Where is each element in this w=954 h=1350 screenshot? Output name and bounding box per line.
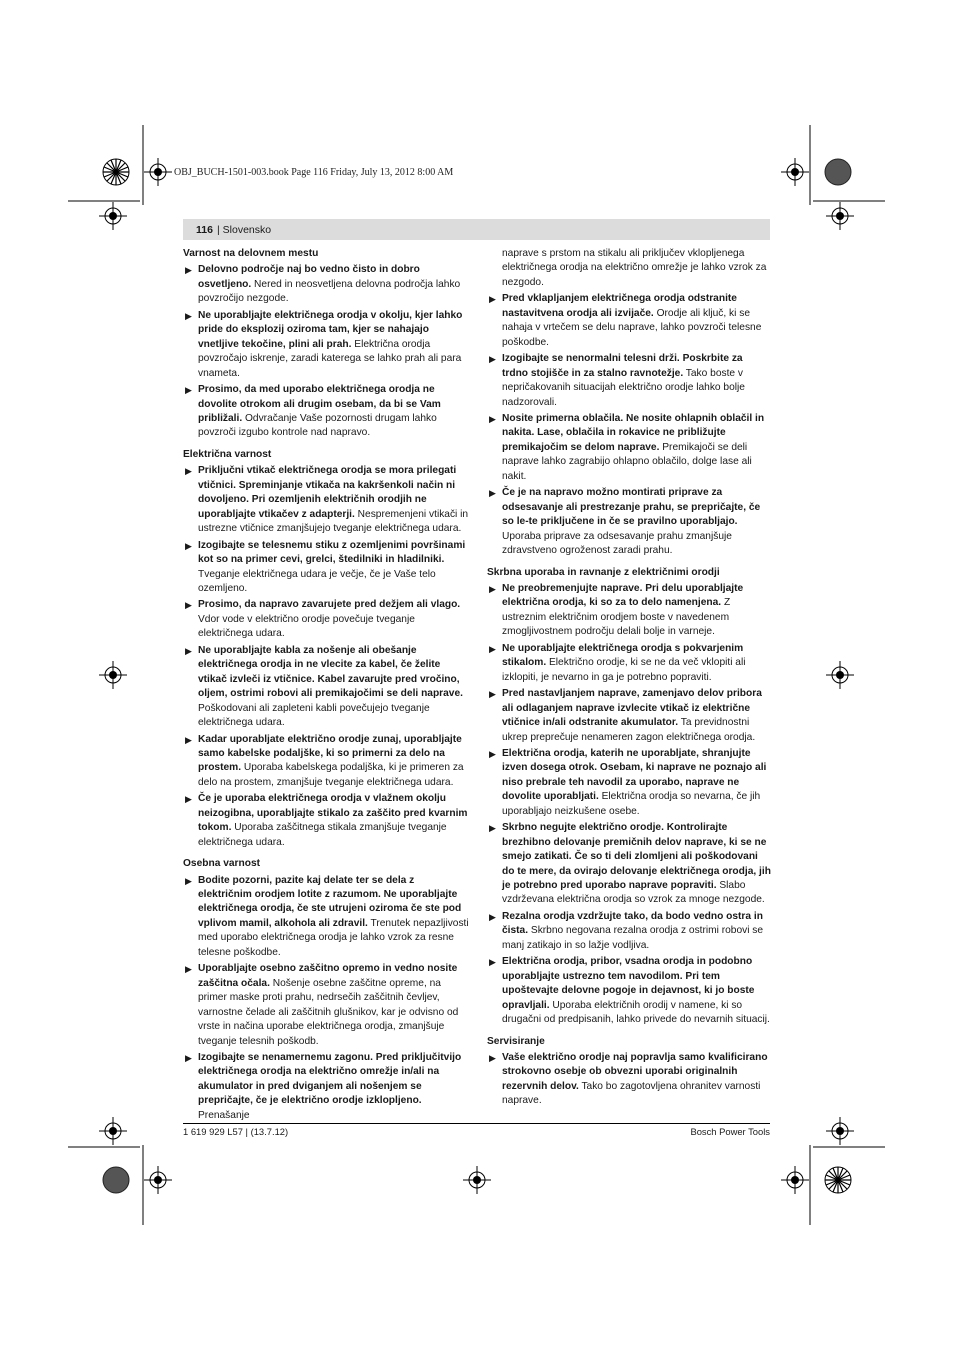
bullet-icon: ▶ [489,413,496,424]
list-item: ▶ Prosimo, da napravo zavarujete pred dežjem ali vlago. Vdor vode v električno orodje povečuje tveganje električnega udara. [185,599,461,640]
bullet-icon: ▶ [185,540,192,551]
list-item: ▶ Delovno področje naj bo vedno čisto in dobro osvetljeno. Nered in neosvetljena delovna področja lahko povzročijo nezgode. [185,264,461,305]
bullet-icon: ▶ [489,643,496,654]
list-item: ▶ Skrbno negujte električno orodje. Kontrolirajte brezhibno delovanje premičnih delov naprave, ki se ne smejo zatikati. Če so ti deli zlomljeni ali poškodovani do te mere, da ovirajo delovanje električnega orodja, jih je potrebno pred uporabo naprave popraviti. Slabo vzdrževana električna orodja so vzrok za mnoge nezgode. [489,822,771,906]
list-item: ▶ Kadar uporabljate električno orodje zunaj, uporabljajte samo kabelske podaljške, ki so primerni za delo na prostem. Uporaba kabelskega podaljška, ki je primeren za delo na prostem, zmanjšuje tveganje električnega udara. [185,733,464,788]
list-item: ▶ Ne uporabljajte kabla za nošenje ali obešanje električnega orodja in ne vlecite za kabel, če želite vtikač izvleči iz vtičnice. Kabel zavarujte pred vročino, oljem, ostrimi robovi ali premikajočimi se deli naprave. Poškodovani ali zapleteni kabli povečujejo tveganje električnega udara. [185,644,463,729]
bullet-icon: ▶ [489,823,496,834]
list-item: ▶ Pred vklapljanjem električnega orodja odstranite nastavitvena orodja ali izvijače. Orodje ali ključ, ki se nahaja v vrtečem se delu naprave, lahko povzroči telesne poškodbe. [489,293,762,348]
bullet-icon: ▶ [185,1053,192,1064]
bullet-icon: ▶ [185,734,192,745]
bullet-icon: ▶ [185,385,192,396]
list-item: ▶ Izogibajte se nenamernemu zagonu. Pred priključitvijo električnega orodja na električno omrežje in/ali na akumulator in pred dviganjem ali nošenjem se prepričajte, če je električno orodje izklopljeno. Prenašanje [185,1052,462,1121]
list-item: ▶ Izogibajte se nenormalni telesni drži. Poskrbite za trdno stojišče in za stalno ravnotežje. Tako boste v nepričakovanih situacijah električno orodje lahko bolje nadzorovali. [489,353,745,408]
section-name: | Slovensko [217,224,272,236]
list-item: ▶ Ne uporabljajte električnega orodja v okolju, kjer lahko pride do eksplozij oziroma tam, kjer se nahajajo vnetljive tekočine, plini ali prah. Električna orodja povzročajo iskrenje, zaradi katerega se lahko prah ali para vnameta. [185,309,463,379]
list-item: ▶ Če je uporaba električnega orodja v vlažnem okolju neizogibna, uporabljajte stikalo za zaščito pred kvarnim tokom. Uporaba zaščitnega stikala zmanjšuje tveganje električnega udara. [185,793,468,848]
bullet-icon: ▶ [185,600,192,611]
bullet-icon: ▶ [489,748,496,759]
footer-rule [183,1123,770,1124]
bullet-icon: ▶ [489,354,496,365]
section-heading: Servisiranje [487,1035,545,1047]
right-column [487,247,771,1111]
list-item: ▶ Pred nastavljanjem naprave, zamenjavo delov pribora ali odlaganjem naprave izvlecite vtikač iz električne vtičnice in/ali odstranite akumulator. Ta previdnostni ukrep preprečuje nenameren zagon električnega orodja. [489,688,762,743]
list-item: ▶ Če je na napravo možno montirati priprave za odsesavanje ali prestrezanje prahu, se prepričajte, če so le-te priključene in če se pravilno uporabljajo. Uporaba priprave za odsesavanje prahu zmanjšuje zdravstveno ogroženost zaradi prahu. [489,487,761,557]
bullet-icon: ▶ [185,265,192,276]
list-item: ▶ Uporabljajte osebno zaščitno opremo in vedno nosite zaščitna očala. Nošenje osebne zaščitne opreme, na primer maske proti prahu, nedrsečih zaščitnih čevljev, varnostne čelade ali zaščitnih glušnikov, kar je odvisno od vrste in načina uporabe električnega orodja, zmanjšuje tveganje telesnih poškodb. [185,963,459,1047]
list-item: ▶ Električna orodja, pribor, vsadna orodja in podobno uporabljajte ustrezno tem navodilom. Pri tem upoštevajte delovne pogoje in dejavnost, ki jo boste opravljali. Uporaba električnih orodij v namene, ki so drugačni od predpisanih, lahko privede do nevarnih situacij. [489,956,770,1026]
left-column [183,247,469,1125]
bullet-icon: ▶ [489,911,496,922]
footer-doc-number: 1 619 929 L57 | (13.7.12) [183,1126,289,1137]
list-item: ▶ Prosimo, da med uporabo električnega orodja ne dovolite otrokom ali drugim osebam, da bi se Vam približali. Odvračanje Vaše pozornosti drugam lahko povzroči izgubo kontrole nad napravo. [185,384,441,439]
list-item: ▶ Ne uporabljajte električnega orodja s pokvarjenim stikalom. Električno orodje, ki se ne da več vklopiti ali izklopiti, je nevarno in ga je potrebno popraviti. [489,642,746,683]
bullet-icon: ▶ [489,957,496,968]
bullet-icon: ▶ [489,689,496,700]
list-item: ▶ Vaše električno orodje naj popravlja samo kvalificirano strokovno osebje ob obvezni uporabi originalnih rezervnih delov. Tako bo zagotovljena ohranitev varnosti naprave. [489,1052,768,1107]
footer-brand: Bosch Power Tools [690,1126,770,1137]
page-number: 116 [196,224,213,236]
bullet-icon: ▶ [185,875,192,886]
bullet-icon: ▶ [185,794,192,805]
section-heading: Varnost na delovnem mestu [183,248,319,259]
list-item: ▶ Nosite primerna oblačila. Ne nosite ohlapnih oblačil in nakita. Lase, oblačila in rokavice ne približujte premikajočim se delom naprave. Premikajoči se deli naprave lahko zagrabijo ohlapno oblačilo, dolge lase ali nakit. [489,412,765,482]
print-info: OBJ_BUCH-1501-003.book Page 116 Friday, July 13, 2012 8:00 AM [174,167,454,178]
bullet-icon: ▶ [185,964,192,975]
list-item: ▶ Ne preobremenjujte naprave. Pri delu uporabljajte električna orodja, ki so za to delo namenjena. Z ustreznim električnim orodjem boste v navedenem zmogljivostnem področju delali bolje in varneje. [489,582,744,638]
bullet-icon: ▶ [185,466,192,477]
bullet-icon: ▶ [489,583,496,594]
section-heading: Električna varnost [183,448,272,460]
list-item: ▶ Bodite pozorni, pazite kaj delate ter se dela z električnim orodjem lotite z razumom. Ne uporabljajte električnega orodja, če ste utrujeni oziroma če ste pod vplivom mamil, alkohola ali zdravil. Trenutek nepazljivosti med uporabo električnega orodja je lahko vzrok za resne telesne poškodbe. [185,874,469,958]
section-heading: Skrbna uporaba in ravnanje z električnimi orodji [487,566,720,578]
list-item: ▶ Priključni vtikač električnega orodja se mora prilegati vtičnici. Spreminjanje vtikača na kakršenkoli način ni dovoljeno. Pri ozemljenih električnih orodjih ne uporabljajte vtikačev z adapterji. Nespremenjeni vtikači in ustrezne vtičnice zmanjšujejo tveganje električnega udara. [185,465,469,535]
bullet-icon: ▶ [489,1053,496,1064]
list-item: ▶ Rezalna orodja vzdržujte tako, da bodo vedno ostra in čista. Skrbno negovana rezalna orodja z ostrimi robovi se manj zatikajo in so lažje vodljiva. [489,910,764,951]
continued-text: naprave s prstom na stikalu ali priključev vklopljenega električnega orodja na električno omrežje je lahko vzrok za nezgodo. [502,248,767,288]
bullet-icon: ▶ [489,488,496,499]
bullet-icon: ▶ [185,645,192,656]
bullet-icon: ▶ [185,310,192,321]
list-item: ▶ Izogibajte se telesnemu stiku z ozemljenimi površinami kot so na primer cevi, grelci, štedilniki in hladilniki. Tveganje električnega udara je večje, če je Vaše telo ozemljeno. [185,539,466,594]
bullet-icon: ▶ [489,294,496,305]
section-heading: Osebna varnost [183,858,260,870]
list-item: ▶ Električna orodja, katerih ne uporabljate, shranjujte izven dosega otrok. Osebam, ki naprave ne poznajo ali niso prebrale teh navodil za uporabo, naprave ne dovolite uporabljati. Električna orodja so nevarna, če jih uporabljajo neizkušene osebe. [489,747,767,817]
